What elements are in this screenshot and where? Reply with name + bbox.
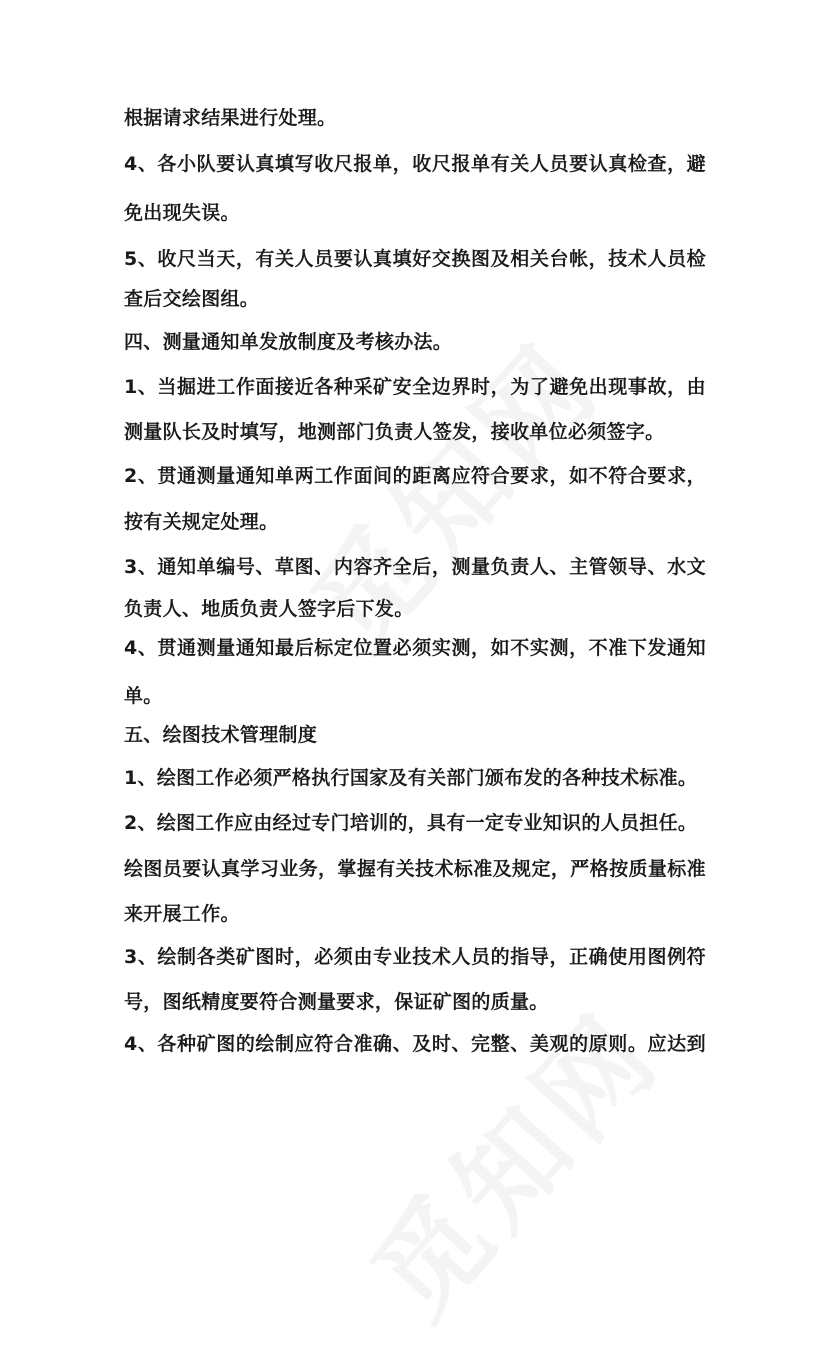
text-line: 4、贯通测量通知最后标定位置必须实测，如不实测，不准下发通知 [124,637,706,659]
section-heading: 四、测量通知单发放制度及考核办法。 [124,331,453,353]
text-line: 5、收尺当天，有关人员要认真填好交换图及相关台帐，技术人员检 [124,248,706,270]
watermark [331,972,689,1345]
text-line: 负责人、地质负责人签字后下发。 [124,598,414,620]
text-line: 单。 [124,685,163,707]
text-line: 3、绘制各类矿图时，必须由专业技术人员的指导，正确使用图例符 [124,946,706,968]
text-line: 4、各种矿图的绘制应符合准确、及时、完整、美观的原则。应达到 [124,1033,706,1055]
text-line: 查后交绘图组。 [124,288,260,310]
text-line: 2、贯通测量通知单两工作面间的距离应符合要求，如不符合要求， [124,465,706,487]
text-line: 根据请求结果进行处理。 [124,107,337,129]
text-line: 3、通知单编号、草图、内容齐全后，测量负责人、主管领导、水文 [124,556,706,578]
text-line: 来开展工作。 [124,903,240,925]
text-line: 2、绘图工作应由经过专门培训的，具有一定专业知识的人员担任。 [124,812,698,834]
section-heading: 五、绘图技术管理制度 [124,724,318,746]
text-line: 测量队长及时填写，地测部门负责人签发，接收单位必须签字。 [124,421,665,443]
text-line: 1、绘图工作必须严格执行国家及有关部门颁布发的各种技术标准。 [124,767,698,789]
text-line: 4、各小队要认真填写收尺报单，收尺报单有关人员要认真检查，避 [124,153,706,175]
text-line: 号，图纸精度要符合测量要求，保证矿图的质量。 [124,991,549,1013]
text-line: 免出现失误。 [124,202,240,224]
text-line: 按有关规定处理。 [124,511,279,533]
text-line: 1、当掘进工作面接近各种采矿安全边界时，为了避免出现事故，由 [124,376,706,398]
text-line: 绘图员要认真学习业务，掌握有关技术标准及规定，严格按质量标准 [124,858,706,880]
